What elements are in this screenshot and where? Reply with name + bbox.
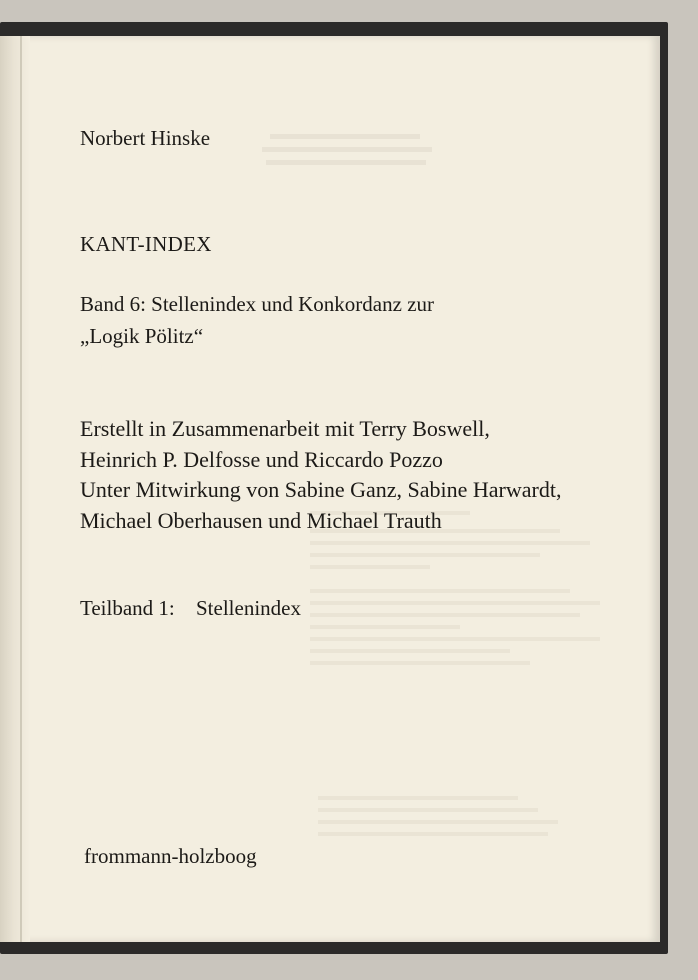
collaboration-line: Erstellt in Zusammenarbeit mit Terry Boswell, [80, 416, 490, 441]
show-through-publisher [318, 792, 578, 862]
part-title: Stellenindex [196, 596, 301, 620]
volume-title-line-2: „Logik Pölitz“ [80, 324, 204, 348]
part-label: Teilband 1: [80, 596, 175, 620]
publisher-name: frommann-holzboog [84, 844, 257, 868]
volume-title-line-1: Band 6: Stellenindex und Konkordanz zur [80, 292, 435, 316]
author-name: Norbert Hinske [80, 126, 211, 150]
show-through-dedication [262, 128, 442, 182]
gutter-fold [20, 36, 22, 942]
collaboration-line: Unter Mitwirkung von Sabine Ganz, Sabine Harwardt, [80, 477, 562, 502]
page-gutter [0, 36, 30, 942]
show-through-imprint [310, 505, 620, 735]
collaboration-line: Michael Oberhausen und Michael Trauth [80, 508, 442, 533]
series-title: KANT-INDEX [80, 232, 212, 256]
collaboration-line: Heinrich P. Delfosse und Riccardo Pozzo [80, 447, 443, 472]
